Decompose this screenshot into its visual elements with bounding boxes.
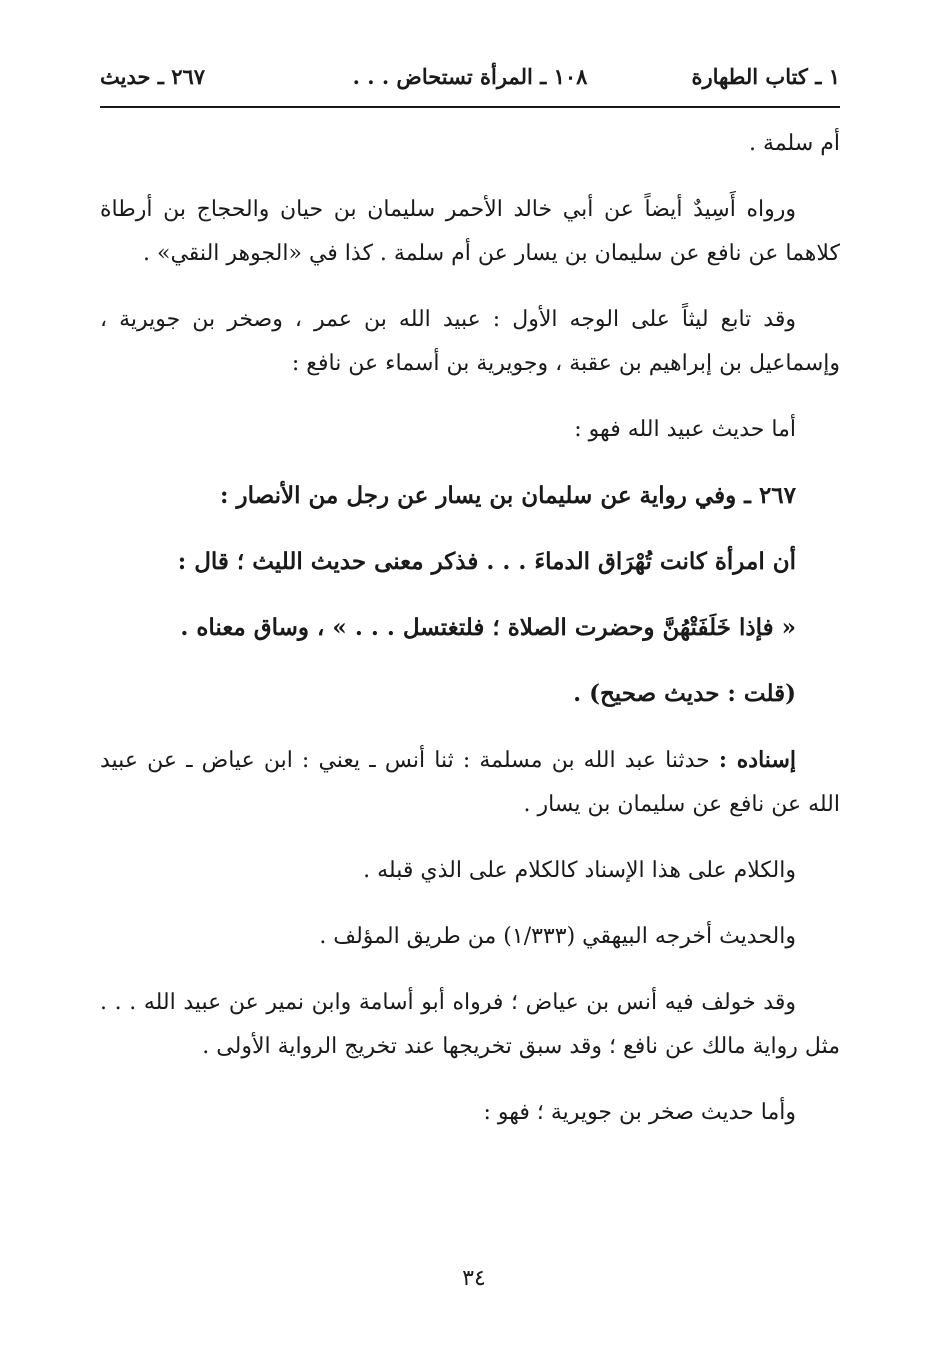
paragraph-sakhr-intro: وأما حديث صخر بن جويرية ؛ فهو :	[483, 1100, 796, 1125]
hadith-heading: ٢٦٧ ـ وفي رواية عن سليمان بن يسار عن رجل من الأنصار :	[220, 482, 796, 509]
page-body	[100, 122, 840, 1135]
isnad-text: حدثنا عبد الله بن مسلمة : ثنا أنس ـ يعني : ابن عياض ـ عن عبيد الله عن نافع عن سليمان بن يسار .	[100, 748, 840, 817]
isnad-label: إسناده :	[718, 747, 796, 773]
paragraph-followers: وقد تابع ليثاً على الوجه الأول : عبيد الله بن عمر ، وصخر بن جويرية ، وإسماعيل بن إبراهيم بن عقبة ، وجويرية بن أسماء عن نافع :	[100, 307, 840, 376]
running-header	[100, 64, 840, 104]
header-rule	[100, 106, 840, 108]
header-chapter-title: ١٠٨ ـ المرأة تستحاض . . .	[352, 64, 588, 89]
paragraph-isnad-comment: والكلام على هذا الإسناد كالكلام على الذي قبله .	[363, 858, 796, 883]
paragraph-takhrij: والحديث أخرجه البيهقي (١/٣٣٣) من طريق المؤلف .	[319, 924, 796, 949]
header-book-title: ١ ـ كتاب الطهارة	[691, 64, 840, 89]
paragraph-isnad	[100, 738, 840, 827]
paragraph-asid-narration: ورواه أَسِيدٌ أيضاً عن أبي خالد الأحمر سليمان بن حيان والحجاج بن أرطاة كلاهما عن نافع عن سليمان بن يسار عن أم سلمة . كذا في «الجوهر النقي» .	[100, 197, 840, 266]
paragraph-continuation: أم سلمة .	[749, 131, 840, 156]
hadith-grading: (قلت : حديث صحيح) .	[573, 680, 796, 707]
paragraph-contradiction: وقد خولف فيه أنس بن عياض ؛ فرواه أبو أسامة وابن نمير عن عبيد الله . . . مثل رواية مالك عن نافع ؛ وقد سبق تخريجها عند تخريج الرواية الأولى .	[100, 990, 840, 1059]
hadith-text-line-2: « فإذا خَلَفَتْهُنَّ وحضرت الصلاة ؛ فلتغتسل . . . » ، وساق معناه .	[180, 614, 796, 641]
paragraph-ubaidullah-intro: أما حديث عبيد الله فهو :	[574, 417, 796, 442]
hadith-text-line-1: أن امرأة كانت تُهْرَاق الدماءَ . . . فذكر معنى حديث الليث ؛ قال :	[177, 548, 796, 575]
page-number: ٣٤	[462, 1266, 486, 1291]
header-hadith-number: ٢٦٧ ـ حديث	[100, 64, 206, 89]
